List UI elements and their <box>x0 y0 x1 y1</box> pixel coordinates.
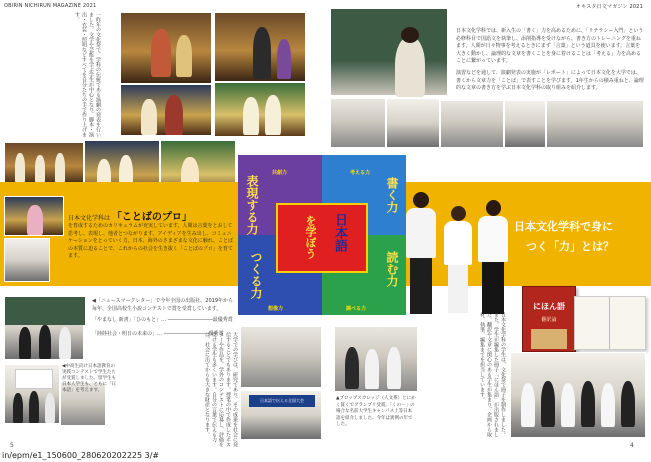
intro-text-right-2: 演習などを通して、演劇発表の実施が「レポート」によって日本文化を大学では、書くから文章力を「ことば」で表すことを学びます。1年生からの積み重ねと、論理的な文章の書き方を学ぶ日本文化学科の取り組みを紹介します。 <box>456 70 644 91</box>
label-expression: 表現する力 <box>245 175 259 235</box>
headline-line-2: つく「力」とは？ <box>526 240 614 253</box>
sub-label-research: 調べる力 <box>346 306 367 312</box>
book-cover <box>522 286 576 352</box>
contest-photo <box>240 390 322 440</box>
skills-diagram <box>238 155 406 315</box>
center-core <box>276 203 368 273</box>
class-photo-2 <box>386 98 440 148</box>
drama-photo-4 <box>214 82 306 137</box>
sub-label-thinking: 考える力 <box>350 170 371 176</box>
sub-label-imagination: 想像力 <box>268 306 284 312</box>
bottom-center-text: 大学での学びは、研究であり、その成果を社会に発信することでもあります。授業の中で作成したポスターや作品を、学外のコンテストに応募し、評価を受ける学生も多くいます。自分の言葉で伝える力は、社会に出てからも大きな財産となります。 <box>204 332 238 447</box>
sub-label-cocreation: 共創力 <box>272 170 288 176</box>
magazine-header-right: オキスタ日文マガジン 2021 <box>575 4 643 10</box>
book-subtitle: 翻訳論 <box>541 317 557 323</box>
bottom-right-photo <box>510 352 646 438</box>
headline-line-1: 日本文化学科で身に <box>514 220 613 233</box>
bottom-left-caption: ◀中高生向け日本語教育の実践コンテストで学生たちが受賞しました。留学生も日本人学生も、ともに「日本語」を考えます。 <box>62 364 116 393</box>
award-caption: ◀「ニュースマークレター」で今年全国の出版社、2019年から毎年、全国高校生小説コンテストで賞を受賞しています。 <box>92 298 234 312</box>
label-reading: 読む力 <box>385 251 399 287</box>
caption-pre: 日本文化学科は <box>68 215 111 222</box>
award-photo-1 <box>4 296 84 360</box>
book-title: にほん語 <box>533 302 565 311</box>
drama-photo-5 <box>4 142 84 186</box>
intro-text-right: 日本文化学科では、新入生の「書く」力を高めるために、「リテラシー入門」という必修科目で国語文を執筆し、添削指導を受けながら、書き方のトレーニングを重ねます。人間が日々物事を考えるときにまず「言葉」という道具を使います。言葉を大きく動かし、論理的な文章を書くことを身に着けることは「考える」力を高めることに繋がっています。 <box>456 28 644 64</box>
bottom-right-text: 日本文化学科の学生は、文化祭で冊子を制作しました。また、学生が編集した冊子「にほん語」が出版されました。翻訳や文章に関心のある学生が集まり、企画から取材、執筆、編集までを担当しています。 <box>479 312 506 437</box>
headline <box>514 218 648 254</box>
drama-photo-8 <box>4 196 64 236</box>
label-writing: 書く力 <box>385 177 399 213</box>
drama-photo-3 <box>214 12 306 82</box>
page-url: in/epm/e1_150600_280620202225 3/# <box>2 451 160 460</box>
book-open-pages <box>574 296 646 350</box>
award-line-1: 「やまなし 新書」「ひのもと」… ―――――――――最優秀賞 <box>92 317 233 323</box>
label-creating: つくる力 <box>249 251 263 299</box>
students-photo <box>402 186 512 316</box>
caption-body: を育成するためのカリキュラムが充実しています。人間は言葉をとおして思考し、表現し、他者とつながります。アイディアを生み出し、コミュニケーションをとっていく力。日本、海外のさまざまな文化に触れ、ことばの本質に迫ることで、これからの社会を生き抜く「ことばのプロ」を育てます。 <box>68 223 234 259</box>
class-photo-4 <box>504 100 546 148</box>
page-number-right: 4 <box>630 442 634 449</box>
center-caption <box>68 208 236 275</box>
drama-photo-1 <box>120 12 212 84</box>
class-photo-3 <box>440 100 504 148</box>
intro-text-left: 一昨年の文化祭で、学科の伝統である演劇の発表を行いました。文学や芸能を学ぶ学生が中心となり、脚本・演出・衣装・照明などすべてを自分たちの手で作り上げます。 <box>74 12 101 137</box>
contest-banner: 日本語で伝える全国大会 <box>249 395 315 407</box>
class-photo-1 <box>330 98 386 148</box>
seminar-photo <box>240 326 322 388</box>
caption-title: 「ことばのプロ」 <box>111 212 192 223</box>
core-japanese: 日本語 <box>332 213 347 252</box>
stage-photo-9 <box>4 238 50 282</box>
drama-photo-2 <box>120 84 212 136</box>
class-photo-5 <box>546 100 644 148</box>
bottom-mid-caption: ▲プロップスカレッジ（人文系）とにかく賞くでグランプリ受賞。「くのー」の場合な名前大学生キャンパス上等日本語を紹介しました。今年は異例の年でした。 <box>336 396 416 427</box>
core-learn: を学ぼう <box>304 215 317 259</box>
award-line-2: 「陸陸社会・明日の未来の」… ―――――――――優秀賞 <box>92 330 224 337</box>
award-photo-2 <box>4 364 60 424</box>
lecture-photo <box>330 8 448 96</box>
magazine-header-left: OBIRIN NICHIRUN MAGAZINE 2021 <box>4 3 97 9</box>
page-number-left: 5 <box>10 442 14 449</box>
group-photo <box>334 326 418 392</box>
